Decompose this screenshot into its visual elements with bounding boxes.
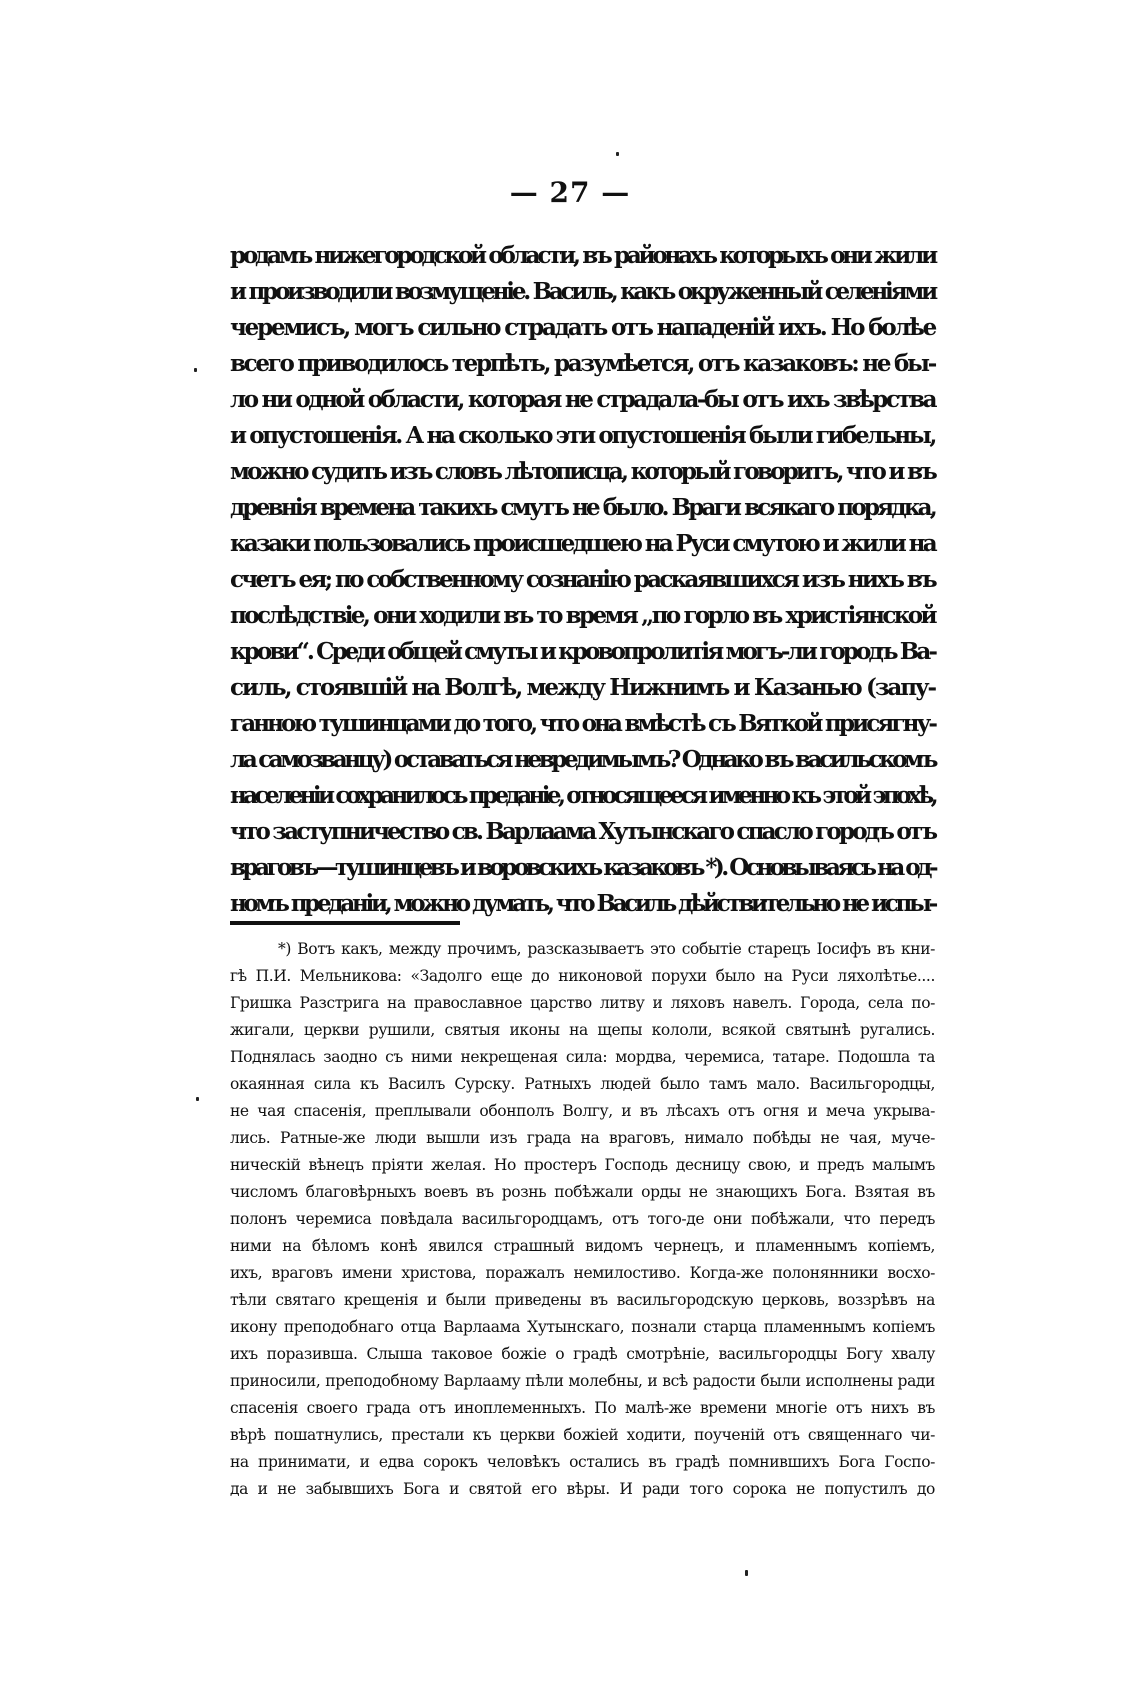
footnote-line: *) Вотъ какъ, между прочимъ, разсказываетъ это событіе старецъ Іосифъ въ кни-	[278, 940, 935, 958]
scan-speck	[616, 152, 619, 156]
footnote-line: да и не забывшихъ Бога и святой его вѣры. И ради того сорока не попустилъ до	[230, 1480, 935, 1498]
main-text-line: послѣдствіе, они ходили въ то время „по горло въ христіянской	[230, 602, 935, 629]
footnote-line: Гришка Разстрига на православное царство литву и ляховъ навелъ. Города, села по-	[230, 994, 935, 1012]
main-text-line: казаки пользовались происшедшею на Руси смутою и жили на	[230, 530, 935, 557]
main-text-line: можно судить изъ словъ лѣтописца, который говоритъ, что и въ	[230, 458, 935, 485]
footnote-line: вѣрѣ пошатнулись, престали къ церкви божіей ходити, поученій отъ священнаго чи-	[230, 1426, 935, 1444]
main-text-line: ло ни одной области, которая не страдала-бы отъ ихъ звѣрства	[230, 386, 935, 413]
footnote-line: икону преподобнаго отца Варлаама Хутынскаго, познали старца пламеннымъ копіемъ	[230, 1318, 935, 1336]
main-text-line: ла самозванцу) оставаться невредимымъ? Однако въ васильскомъ	[230, 746, 935, 773]
main-text-line: силь, стоявшій на Волгѣ, между Нижнимъ и Казанью (запу-	[230, 674, 935, 701]
main-text-line: и опустошенія. А на сколько эти опустошенія были гибельны,	[230, 422, 935, 449]
main-text-line: родамъ нижегородской области, въ районахъ которыхъ они жили	[230, 242, 935, 269]
footnote-separator	[230, 921, 460, 925]
footnote-block	[230, 936, 935, 1503]
main-text-line: и производили возмущеніе. Василь, какъ окруженный селеніями	[230, 278, 935, 305]
footnote-line: ихъ поразивша. Слыша таковое божіе о градѣ смотрѣніе, васильгородцы Богу хвалу	[230, 1345, 935, 1363]
main-text-line: ганною тушинцами до того, что она вмѣстѣ съ Вяткой присягну-	[230, 710, 935, 737]
footnote-line: лись. Ратные-же люди вышли изъ града на враговъ, нимало побѣды не чая, муче-	[230, 1129, 935, 1147]
footnote-line: ническій вѣнецъ пріяти желая. Но простеръ Господь десницу свою, и предъ малымъ	[230, 1156, 935, 1174]
footnote-line: на принимати, и едва сорокъ человѣкъ остались въ градѣ помнившихъ Бога Госпо-	[230, 1453, 935, 1471]
main-text-block	[230, 238, 935, 922]
main-text-line: счетъ ея; по собственному сознанію раскаявшихся изъ нихъ въ	[230, 566, 935, 593]
main-text-line: всего приводилось терпѣть, разумѣется, отъ казаковъ: не бы-	[230, 350, 935, 377]
main-text-line: враговъ—тушинцевъ и воровскихъ казаковъ *). Основываясь на од-	[230, 854, 936, 881]
main-text-line: черемисъ, могъ сильно страдать отъ нападеній ихъ. Но болѣе	[230, 314, 935, 341]
main-text-line: номъ преданіи, можно думать, что Василь дѣйствительно не испы-	[230, 890, 935, 917]
footnote-line: тѣли святаго крещенія и были приведены въ васильгородскую церковь, воззрѣвъ на	[230, 1291, 935, 1309]
main-text-line: населеніи сохранилось преданіе, относящееся именно къ этой эпохѣ,	[230, 782, 935, 809]
footnote-line: спасенія своего града отъ иноплеменныхъ. По малѣ-же времени многіе отъ нихъ въ	[230, 1399, 935, 1417]
footnote-line: не чая спасенія, преплывали обонполъ Волгу, и въ лѣсахъ отъ огня и меча укрыва-	[230, 1102, 935, 1120]
scan-speck	[194, 368, 197, 372]
main-text-line: древнія времена такихъ смутъ не было. Враги всякаго порядка,	[230, 494, 935, 521]
footnote-line: ихъ, враговъ имени христова, поражалъ немилостиво. Когда-же полонянники восхо-	[230, 1264, 935, 1282]
footnote-line: приносили, преподобному Варлааму пѣли молебны, и всѣ радости были исполнены ради	[230, 1372, 935, 1390]
page-number: — 27 —	[509, 176, 631, 209]
main-text-line: что заступничество св. Варлаама Хутынскаго спасло городъ отъ	[230, 818, 936, 845]
main-text-line: крови“. Среди общей смуты и кровопролитія могъ-ли городъ Ва-	[230, 638, 935, 665]
footnote-line: ними на бѣломъ конѣ явился страшный видомъ чернецъ, и пламеннымъ копіемъ,	[230, 1237, 935, 1255]
footnote-line: жигали, церкви рушили, святыя иконы на щепы кололи, всякой святынѣ ругались.	[230, 1021, 935, 1039]
footnote-line: Поднялась заодно съ ними некрещеная сила: мордва, черемиса, татаре. Подошла та	[230, 1048, 935, 1066]
footnote-line: полонъ черемиса повѣдала васильгородцамъ, отъ того-де они побѣжали, что передъ	[230, 1210, 935, 1228]
footnote-line: окаянная сила къ Василъ Сурску. Ратныхъ людей было тамъ мало. Васильгородцы,	[230, 1075, 935, 1093]
scan-speck	[196, 1097, 199, 1101]
footnote-line: гѣ П.И. Мельникова: «Задолго еще до никоновой порухи было на Руси ляхолѣтье....	[230, 967, 935, 985]
scan-speck	[745, 1570, 748, 1576]
footnote-line: числомъ благовѣрныхъ воевъ въ рознь побѣжали орды не знающихъ Бога. Взятая въ	[230, 1183, 935, 1201]
